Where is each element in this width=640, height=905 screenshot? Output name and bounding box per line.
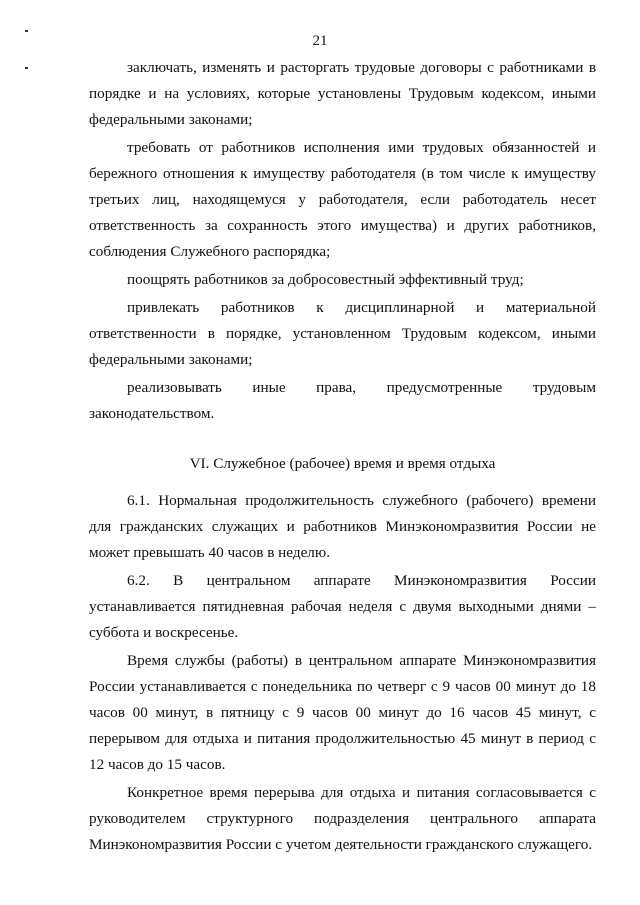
section-heading: VI. Служебное (рабочее) время и время отдыха <box>189 455 496 472</box>
document-body <box>89 55 596 858</box>
paragraph-conclude-contracts: заключать, изменять и расторгать трудовые договоры с работниками в порядке и на условиях, которые установлены Трудовым кодексом, иными федеральными законами; <box>89 59 596 128</box>
page-number: 21 <box>312 33 328 49</box>
paragraph-exercise-rights: реализовывать иные права, предусмотренные трудовым законодательством. <box>89 379 596 422</box>
scan-speck <box>25 30 28 32</box>
paragraph-break-time: Конкретное время перерыва для отдыха и питания согласовывается с руководителем структурного подразделения центрального аппарата Минэкономразвития России с учетом деятельности гражданского служащего. <box>89 784 596 853</box>
paragraph-disciplinary-liability: привлекать работников к дисциплинарной и материальной ответственности в порядке, установленном Трудовым кодексом, иными федеральными законами; <box>89 299 596 368</box>
paragraph-service-hours: Время службы (работы) в центральном аппарате Минэкономразвития России устанавливается с понедельника по четверг с 9 часов 00 минут до 18 часов 00 минут, в пятницу с 9 часов 00 минут до 16 часов 45 минут, с перерывом для отдыха и питания продолжительностью 45 минут в период с 12 часов до 15 часов. <box>89 652 596 773</box>
scan-speck <box>25 67 28 69</box>
paragraph-require-duties: требовать от работников исполнения ими трудовых обязанностей и бережного отношения к имуществу работодателя (в том числе к имуществу третьих лиц, находящемуся у работодателя, если работодатель несет ответственность за сохранность этого имущества) и других работников, соблюдения Служебного распорядка; <box>89 139 596 260</box>
paragraph-encourage-workers: поощрять работников за добросовестный эффективный труд; <box>127 271 524 288</box>
paragraph-6-2: 6.2. В центральном аппарате Минэкономразвития России устанавливается пятидневная рабочая неделя с двумя выходными днями – суббота и воскресенье. <box>89 572 596 641</box>
paragraph-6-1: 6.1. Нормальная продолжительность служебного (рабочего) времени для гражданских служащих и работников Минэкономразвития России не может превышать 40 часов в неделю. <box>89 492 596 561</box>
